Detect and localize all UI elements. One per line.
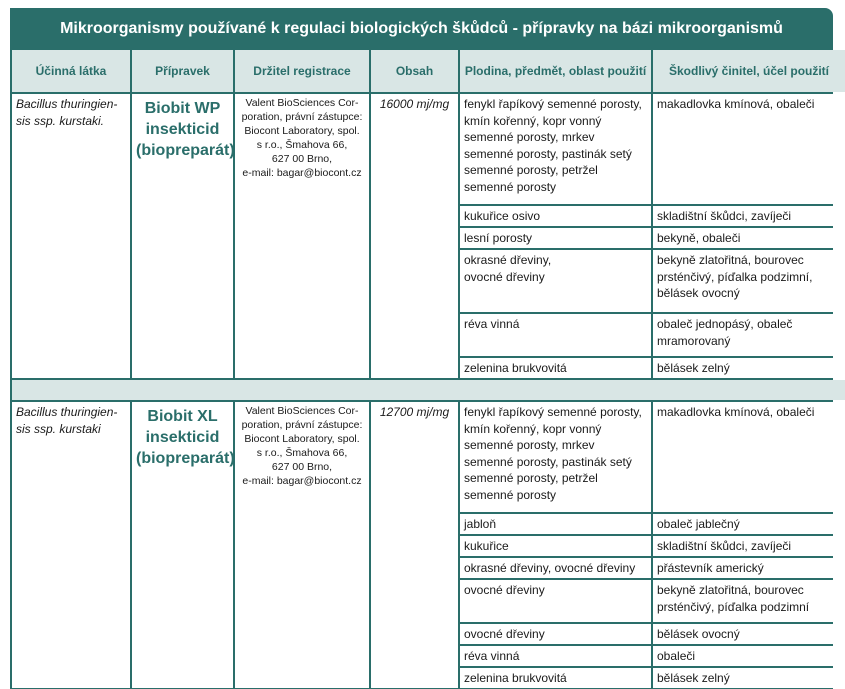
pest-cell [653,206,845,226]
crop-cell [460,206,651,226]
product-name [132,94,233,378]
separator-row [12,380,845,400]
active-agent [12,402,130,688]
crop-cell [460,514,651,534]
text-line: prsténčivý, píďalka podzimní [657,599,810,614]
product-name-line: (biopreparát) [136,142,235,159]
text-line: semenné porosty, mrkev [464,438,595,452]
text-line: réva vinná [464,649,520,663]
registration-holder [235,94,369,378]
text-line: e-mail: bagar@biocont.cz [242,475,362,487]
text-line: obaleč jednopásý, obaleč [657,317,793,331]
text-line: zelenina brukvovitá [464,671,567,685]
agent-line: Bacillus thuringien- [16,405,118,419]
pest-cell [653,668,845,688]
text-line: okrasné dřeviny, ovocné dřeviny [464,561,636,575]
active-agent [12,94,130,378]
product-name-line: Biobit WP [144,100,221,117]
product-name [132,402,233,688]
content-value: 16000 mj/mg [371,94,458,378]
text-line: jabloň [464,517,497,531]
text-line: skladištní škůdci, zavíječi [657,209,792,223]
text-line: semenné porosty, pastinák setý [464,146,632,161]
pest-cell [653,402,845,512]
text-line: fenykl řapíkový semenné porosty, [464,405,642,419]
column-header: Škodlivý činitel, účel použití [653,50,845,92]
text-line: ovocné dřeviny [464,269,545,284]
text-line: semenné porosty, pastinák setý [464,454,632,469]
text-line: skladištní škůdci, zavíječi [657,539,792,553]
pest-cell [653,624,845,644]
text-line: bekyně, obaleči [657,231,741,245]
crop-cell [460,646,651,666]
pest-cell [653,536,845,556]
product-name-line: insekticid [145,121,220,138]
agent-line: Bacillus thuringien- [16,97,118,111]
crop-cell [460,228,651,248]
crop-cell [460,558,651,578]
pest-cell [653,228,845,248]
text-line: semenné porosty, mrkev [464,130,595,144]
text-line: makadlovka kmínová, obaleči [657,405,815,419]
text-line: mramorovaný [657,333,731,348]
text-line: obaleči [657,649,696,663]
crop-cell [460,624,651,644]
product-name-line: (biopreparát) [136,450,235,467]
agent-line: sis ssp. kurstaki. [16,113,105,128]
table-title: Mikroorganismy používané k regulaci biologických škůdců - přípravky na bázi mikroorganismů [10,8,833,50]
pest-cell [653,646,845,666]
crop-cell [460,580,651,622]
text-line: e-mail: bagar@biocont.cz [242,167,362,179]
text-line: semenné porosty [464,179,557,194]
column-header: Držitel registrace [235,50,369,92]
text-line: zelenina brukvovitá [464,361,567,375]
text-line: s r.o., Šmahova 66, [256,447,348,459]
column-header: Obsah [371,50,458,92]
column-header: Přípravek [132,50,233,92]
text-line: s r.o., Šmahova 66, [256,139,348,151]
products-table [10,50,833,689]
text-line: ovocné dřeviny [464,627,545,641]
text-line: okrasné dřeviny, [464,253,552,267]
pest-cell [653,514,845,534]
text-line: 627 00 Brno, [271,153,333,165]
text-line: bělásek zelný [657,671,730,685]
text-line: kmín kořenný, kopr vonný [464,113,602,128]
pest-cell [653,558,845,578]
text-line: makadlovka kmínová, obaleči [657,97,815,111]
text-line: Biocont Laboratory, spol. [244,433,360,445]
crop-cell [460,358,651,378]
text-line: lesní porosty [464,231,533,245]
text-line: prsténčivý, píďalka podzimní, [657,269,813,284]
text-line: poration, právní zástupce: [241,419,363,431]
product-name-line: Biobit XL [147,408,218,425]
text-line: kukuřice osivo [464,209,541,223]
text-line: Valent BioSciences Cor- [245,97,359,109]
registration-holder [235,402,369,688]
crop-cell [460,402,651,512]
text-line: semenné porosty, petržel [464,471,598,485]
column-header: Plodina, předmět, oblast použití [460,50,651,92]
crop-cell [460,314,651,356]
pest-cell [653,580,845,622]
text-line: bekyně zlatořitná, bourovec [657,253,804,267]
text-line: Valent BioSciences Cor- [245,405,359,417]
crop-cell [460,668,651,688]
text-line: poration, právní zástupce: [241,111,363,123]
crop-cell [460,250,651,312]
text-line: obaleč jablečný [657,517,740,531]
text-line: fenykl řapíkový semenné porosty, [464,97,642,111]
agent-line: sis ssp. kurstaki [16,421,101,436]
pest-cell [653,314,845,356]
text-line: kmín kořenný, kopr vonný [464,421,602,436]
crop-cell [460,536,651,556]
text-line: kukuřice [464,539,509,553]
text-line: Biocont Laboratory, spol. [244,125,360,137]
text-line: bekyně zlatořitná, bourovec [657,583,804,597]
content-value: 12700 mj/mg [371,402,458,688]
text-line: bělásek ovocný [657,627,740,641]
text-line: réva vinná [464,317,520,331]
pest-cell [653,358,845,378]
pest-cell [653,250,845,312]
text-line: bělásek zelný [657,361,730,375]
text-line: bělásek ovocný [657,286,740,300]
crop-cell [460,94,651,204]
text-line: semenné porosty, petržel [464,163,598,177]
product-name-line: insekticid [145,429,220,446]
text-line: 627 00 Brno, [271,461,333,473]
text-line: ovocné dřeviny [464,583,545,597]
text-line: přástevník americký [657,561,764,575]
column-header: Účinná látka [12,50,130,92]
pest-cell [653,94,845,204]
text-line: semenné porosty [464,487,557,502]
